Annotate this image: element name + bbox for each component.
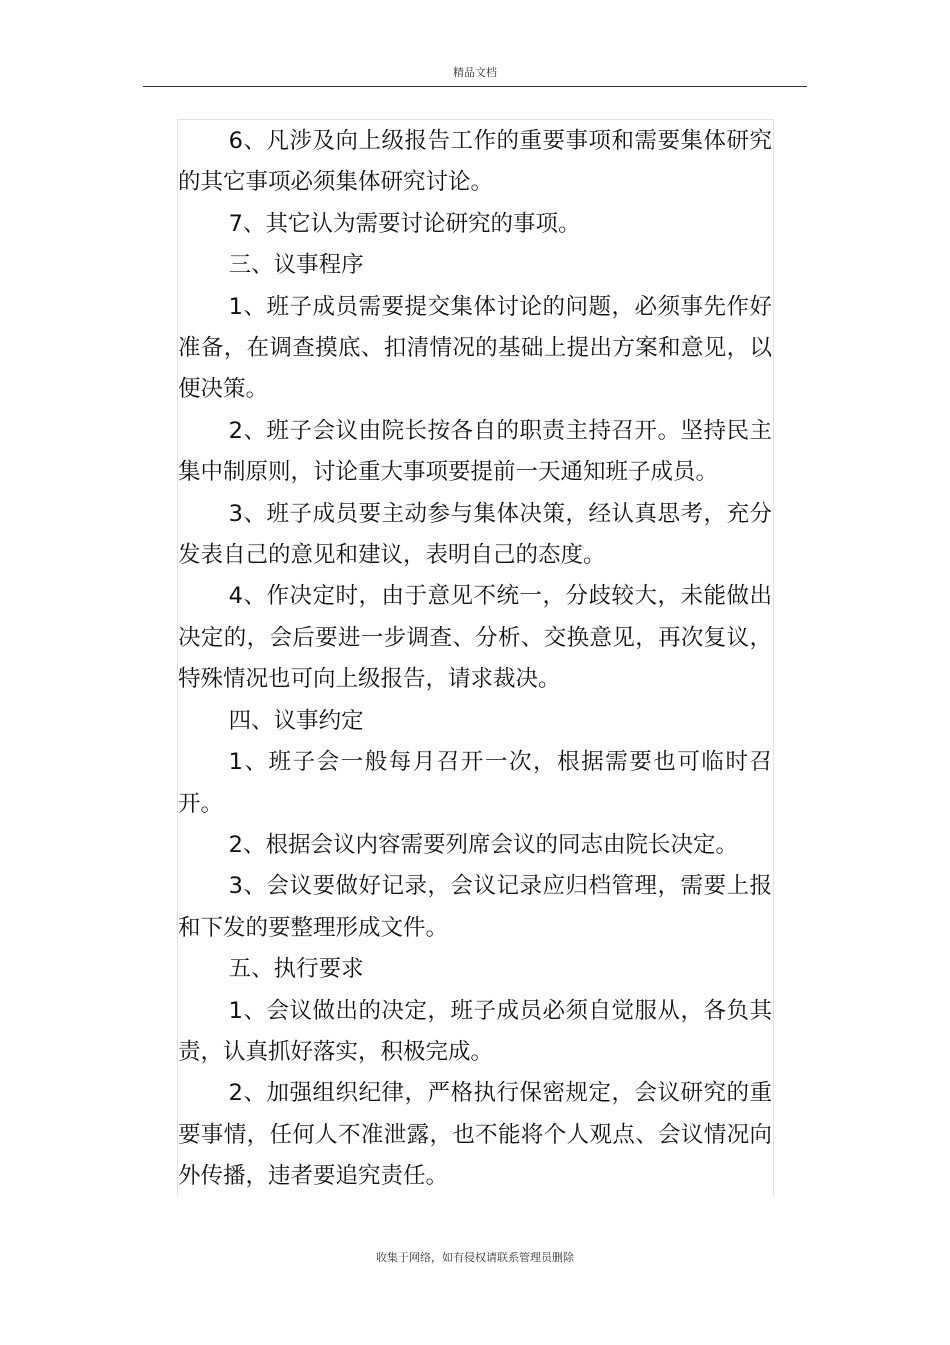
section-heading: 四、议事约定 [228,707,364,734]
page-footer-notice: 收集于网络，如有侵权请联系管理员删除 [376,1251,574,1264]
paragraph: 3、班子成员要主动参与集体决策，经认真思考，充分发表自己的意见和建议，表明自己的态度。 [178,500,772,569]
paragraph: 3、会议要做好记录，会议记录应归档管理，需要上报和下发的要整理形成文件。 [178,873,772,941]
paragraph: 1、班子成员需要提交集体讨论的问题，必须事先作好准备，在调查摸底、扣清情况的基础上提出方案和意见，以便决策。 [178,293,772,403]
paragraph: 1、会议做出的决定，班子成员必须自觉服从，各负其责，认真抓好落实，积极完成。 [178,997,772,1065]
paragraph: 2、班子会议由院长按各自的职责主持召开。坚持民主集中制原则，讨论重大事项要提前一天通知班子成员。 [178,417,772,486]
paragraph: 7、其它认为需要讨论研究的事项。 [228,210,581,237]
paragraph: 2、根据会议内容需要列席会议的同志由院长决定。 [228,831,738,858]
paragraph: 1、班子会一般每月召开一次，根据需要也可临时召开。 [178,749,772,817]
paragraph: 2、加强组织纪律，严格执行保密规定，会议研究的重要事情，任何人不准泄露，也不能将个人观点、会议情况向外传播，违者要追究责任。 [178,1080,772,1190]
paragraph: 4、作决定时，由于意见不统一，分歧较大，未能做出决定的，会后要进一步调查、分析、交换意见，再次复议，特殊情况也可向上级报告，请求裁决。 [178,583,772,693]
page-header-title: 精品文档 [453,66,497,79]
section-heading: 五、执行要求 [228,956,364,983]
section-heading: 三、议事程序 [228,252,364,279]
document-body [178,121,772,1198]
header-divider [143,86,807,87]
paragraph: 6、凡涉及向上级报告工作的重要事项和需要集体研究的其它事项必须集体研究讨论。 [178,128,772,196]
